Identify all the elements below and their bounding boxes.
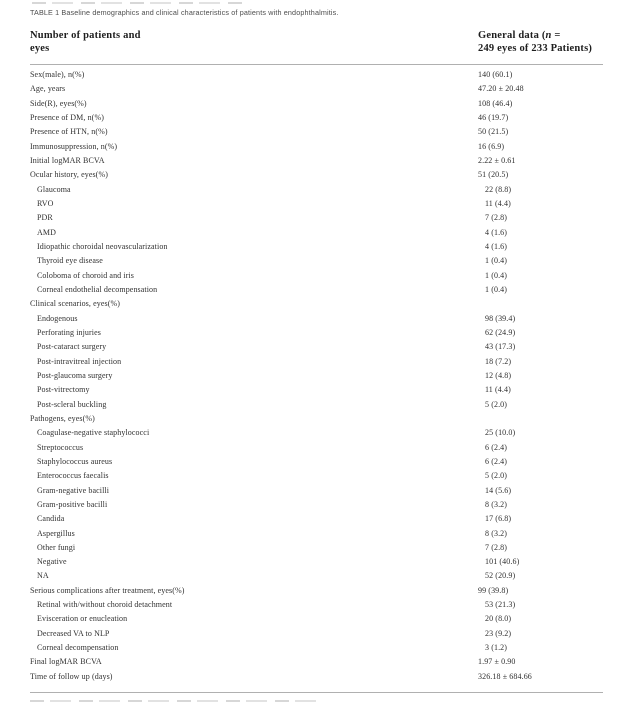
row-label: Ocular history, eyes(%): [30, 170, 108, 180]
table-row: [30, 441, 603, 455]
row-value: 326.18 ± 684.66: [478, 671, 532, 681]
row-value: 4 (1.6): [485, 227, 508, 237]
clipped-text-artifact-top: [32, 2, 246, 4]
row-value: 6 (2.4): [485, 442, 508, 452]
row-label: Decreased VA to NLP: [37, 628, 110, 638]
row-value: 51 (20.5): [478, 170, 509, 180]
row-value: 2.22 ± 0.61: [478, 155, 516, 165]
row-label: Candida: [37, 514, 65, 524]
table-row: [30, 555, 603, 569]
table-row: [30, 641, 603, 655]
table-caption: TABLE 1 Baseline demographics and clinical characteristics of patients with endophthalmitis.: [30, 8, 339, 17]
table-row: [30, 297, 603, 311]
row-label: Gram-negative bacilli: [37, 485, 110, 495]
row-value: 108 (46.4): [478, 98, 513, 108]
row-value: [478, 412, 603, 426]
table-row: [30, 369, 603, 383]
row-label: Negative: [37, 557, 67, 567]
row-value: 1 (0.4): [485, 270, 508, 280]
table-row: [30, 612, 603, 626]
table-row: [30, 412, 603, 426]
table-row: [30, 168, 603, 182]
row-value: 18 (7.2): [485, 356, 512, 366]
table-row: [30, 655, 603, 669]
table-row: [30, 269, 603, 283]
table-header: [30, 29, 603, 65]
table-row: [30, 340, 603, 354]
row-label: Retinal with/without choroid detachment: [37, 600, 173, 610]
row-value: 5 (2.0): [485, 399, 508, 409]
row-label: Time of follow up (days): [30, 671, 113, 681]
row-label: Gram-positive bacilli: [37, 499, 108, 509]
table-row: [30, 140, 603, 154]
row-label: Other fungi: [37, 542, 76, 552]
row-value: 20 (8.0): [485, 614, 512, 624]
table-row: [30, 598, 603, 612]
table-row: [30, 584, 603, 598]
clipped-footnote-artifact: [30, 700, 318, 702]
header-col2-line1-pre: General data (: [478, 30, 546, 41]
table-row: [30, 455, 603, 469]
table-row: [30, 398, 603, 412]
header-col1-line1: Number of patients and: [30, 30, 141, 41]
row-label: Post-intravitreal injection: [37, 356, 122, 366]
table-row: [30, 97, 603, 111]
header-col2-line1: [478, 29, 603, 42]
header-col-parameters: [30, 29, 478, 64]
row-label: NA: [37, 571, 49, 581]
row-label: Coagulase-negative staphylococci: [37, 428, 150, 438]
header-col-general-data: [478, 29, 603, 64]
table-row: [30, 383, 603, 397]
row-value: 98 (39.4): [485, 313, 516, 323]
table-row: [30, 512, 603, 526]
table-row: [30, 569, 603, 583]
header-col2-line2: 249 eyes of 233 Patients): [478, 43, 593, 54]
row-value: 8 (3.2): [485, 499, 508, 509]
table-row: [30, 68, 603, 82]
row-label: Clinical scenarios, eyes(%): [30, 299, 121, 309]
row-value: 23 (9.2): [485, 628, 512, 638]
row-label: Initial logMAR BCVA: [30, 155, 105, 165]
row-value: 17 (6.8): [485, 514, 512, 524]
table-row: [30, 211, 603, 225]
table-row: [30, 355, 603, 369]
row-label: Post-vitrectomy: [37, 385, 90, 395]
row-value: 140 (60.1): [478, 70, 513, 79]
row-value: 4 (1.6): [485, 241, 508, 251]
row-value: 99 (39.8): [478, 585, 509, 595]
row-value: 6 (2.4): [485, 456, 508, 466]
row-label: Evisceration or enucleation: [37, 614, 128, 624]
row-label: AMD: [37, 227, 56, 237]
row-value: 52 (20.9): [485, 571, 516, 581]
row-value: 50 (21.5): [478, 127, 509, 137]
table-row: [30, 326, 603, 340]
row-label: Enterococcus faecalis: [37, 471, 109, 481]
table-row: [30, 82, 603, 96]
row-label: Glaucoma: [37, 184, 71, 194]
table-row: [30, 197, 603, 211]
row-label: Corneal endothelial decompensation: [37, 284, 158, 294]
row-value: 1 (0.4): [485, 256, 508, 266]
table-row: [30, 627, 603, 641]
row-label: Coloboma of choroid and iris: [37, 270, 135, 280]
row-label: Presence of DM, n(%): [30, 112, 104, 122]
row-label: Sex(male), n(%): [30, 70, 85, 79]
row-value: 5 (2.0): [485, 471, 508, 481]
table-row: [30, 226, 603, 240]
row-value: 1.97 ± 0.90: [478, 657, 516, 667]
row-value: 62 (24.9): [485, 327, 516, 337]
table-row: [30, 312, 603, 326]
row-value: 1 (0.4): [485, 284, 508, 294]
table-row: [30, 426, 603, 440]
header-col2-n-italic: n: [545, 30, 552, 41]
table-row: [30, 125, 603, 139]
row-label: Endogenous: [37, 313, 78, 323]
row-value: 43 (17.3): [485, 342, 516, 352]
table-row: [30, 240, 603, 254]
table-row: [30, 527, 603, 541]
row-label: Final logMAR BCVA: [30, 657, 102, 667]
row-label: Staphylococcus aureus: [37, 456, 113, 466]
row-value: 8 (3.2): [485, 528, 508, 538]
header-col2-line1-post: =: [551, 30, 561, 41]
row-value: 22 (8.8): [485, 184, 512, 194]
row-label: Corneal decompensation: [37, 643, 119, 653]
row-value: [478, 297, 603, 311]
row-label: Side(R), eyes(%): [30, 98, 87, 108]
row-value: 53 (21.3): [485, 600, 516, 610]
row-label: Aspergillus: [37, 528, 75, 538]
row-label: Post-scleral buckling: [37, 399, 107, 409]
table-row: [30, 484, 603, 498]
row-value: 11 (4.4): [485, 385, 511, 395]
table-row: [30, 183, 603, 197]
row-value: 25 (10.0): [485, 428, 516, 438]
table-row: [30, 670, 603, 684]
row-label: Streptococcus: [37, 442, 84, 452]
row-label: Post-cataract surgery: [37, 342, 107, 352]
row-value: 14 (5.6): [485, 485, 512, 495]
table-row: [30, 541, 603, 555]
row-label: RVO: [37, 198, 54, 208]
row-value: 47.20 ± 20.48: [478, 84, 524, 94]
row-value: 7 (2.8): [485, 213, 508, 223]
table-row: [30, 111, 603, 125]
row-value: 12 (4.8): [485, 370, 512, 380]
table-row: [30, 283, 603, 297]
row-value: 7 (2.8): [485, 542, 508, 552]
table-row: [30, 469, 603, 483]
row-label: Age, years: [30, 84, 66, 94]
row-label: PDR: [37, 213, 53, 223]
row-value: 11 (4.4): [485, 198, 511, 208]
header-col1-line2: eyes: [30, 43, 50, 54]
row-label: Immunosuppression, n(%): [30, 141, 118, 151]
row-label: Perforating injuries: [37, 327, 101, 337]
row-label: Post-glaucoma surgery: [37, 370, 113, 380]
row-value: 101 (40.6): [485, 557, 520, 567]
table-row: [30, 498, 603, 512]
row-value: 3 (1.2): [485, 643, 508, 653]
row-value: 46 (19.7): [478, 112, 509, 122]
row-label: Thyroid eye disease: [37, 256, 103, 266]
row-label: Presence of HTN, n(%): [30, 127, 108, 137]
row-label: Pathogens, eyes(%): [30, 413, 95, 423]
row-label: Idiopathic choroidal neovascularization: [37, 241, 168, 251]
table-row: [30, 254, 603, 268]
table-row: [30, 154, 603, 168]
table-bottom-rule: [30, 692, 603, 693]
table-body: [30, 68, 603, 684]
row-label: Serious complications after treatment, eyes(%): [30, 585, 185, 595]
row-value: 16 (6.9): [478, 141, 505, 151]
